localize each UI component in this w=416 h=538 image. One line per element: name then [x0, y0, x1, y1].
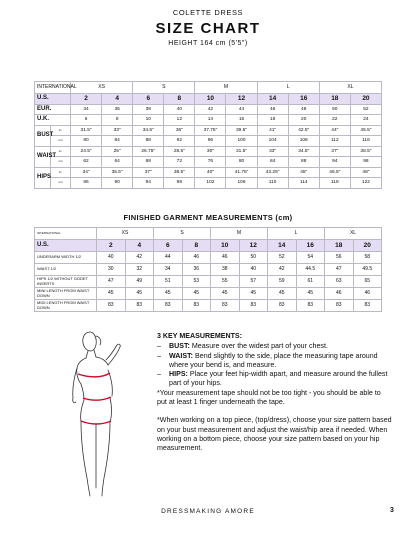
table-cell: 8 — [102, 115, 133, 126]
uk-size-row — [35, 115, 382, 126]
table-cell: 98 — [350, 157, 381, 168]
us-size-cell: 2 — [97, 240, 126, 252]
us-size-cell: 6 — [154, 240, 183, 252]
table-cell: 56 — [325, 252, 354, 264]
us-label: U.S. — [35, 94, 71, 105]
size-chart-table — [34, 81, 382, 189]
us-size-cell: 6 — [133, 94, 164, 105]
table-cell: 94 — [133, 178, 164, 189]
finished-measurements-table — [34, 227, 382, 312]
unit-label: cm — [51, 136, 71, 147]
table-cell: 44.5 — [296, 264, 325, 276]
us-size-cell: 10 — [195, 94, 226, 105]
table-cell: 45.5" — [350, 125, 381, 136]
waist-tape-line — [83, 397, 111, 400]
intl-size-cell: M — [211, 228, 268, 240]
table-cell: 98 — [164, 178, 195, 189]
measure-label: HIPS — [35, 167, 51, 188]
table-cell: 110 — [257, 178, 288, 189]
table-cell: 45 — [182, 288, 211, 300]
table-cell: 49 — [125, 276, 154, 288]
page-number: 3 — [390, 507, 394, 514]
unit-label: in. — [51, 167, 71, 178]
intl-size-cell: M — [195, 82, 257, 94]
table-cell: 30" — [195, 146, 226, 157]
intl-size-cell: XL — [319, 82, 381, 94]
measure-label: WAIST — [35, 146, 51, 167]
table-cell: 76 — [195, 157, 226, 168]
table-cell: 37.75" — [195, 125, 226, 136]
table-cell: 46.5" — [319, 167, 350, 178]
table-cell: 106 — [226, 178, 257, 189]
table-cell: 64 — [102, 157, 133, 168]
table-cell: 16 — [226, 115, 257, 126]
intl-size-cell: L — [257, 82, 319, 94]
us-size-cell: 4 — [102, 94, 133, 105]
height-line: HEIGHT 164 cm (5'5") — [168, 40, 248, 47]
intl-size-cell: S — [154, 228, 211, 240]
table-cell: 28.5" — [164, 146, 195, 157]
table-cell: 61 — [296, 276, 325, 288]
table-cell: 36" — [164, 125, 195, 136]
table-row — [35, 276, 382, 288]
table-cell: 40 — [239, 264, 268, 276]
table-cell: 12 — [164, 115, 195, 126]
table-cell: 46 — [325, 288, 354, 300]
table-cell: 46 — [211, 252, 240, 264]
table-cell: 62 — [71, 157, 102, 168]
table-row — [35, 288, 382, 300]
row-label: MIDI LENGTH FROM WAIST DOWN — [35, 300, 97, 312]
table-cell: 83 — [325, 300, 354, 312]
us-size-cell: 18 — [325, 240, 354, 252]
table-cell: 35.5" — [102, 167, 133, 178]
table-cell: 100 — [226, 136, 257, 147]
unit-label: cm — [51, 178, 71, 189]
table-cell: 30 — [97, 264, 126, 276]
table-cell: 122 — [350, 178, 381, 189]
uk-label: U.K. — [35, 115, 71, 126]
eur-label: EUR. — [35, 104, 71, 115]
table-cell: 43.25" — [257, 167, 288, 178]
unit-label: cm — [51, 157, 71, 168]
table-cell: 36 — [182, 264, 211, 276]
table-cell: 45 — [154, 288, 183, 300]
bullet-dash: – — [157, 342, 161, 351]
table-cell: 34.5" — [288, 146, 319, 157]
intl-size-cell: L — [268, 228, 325, 240]
bust-tape-line — [78, 373, 110, 377]
us-size-cell: 14 — [268, 240, 297, 252]
table-cell: 41.75" — [226, 167, 257, 178]
table-cell: 40" — [195, 167, 226, 178]
table-cell: 34 — [154, 264, 183, 276]
table-cell: 59 — [268, 276, 297, 288]
table-cell: 104 — [257, 136, 288, 147]
hips-instruction — [157, 370, 392, 389]
table-cell: 42.5" — [288, 125, 319, 136]
us-size-cell: 2 — [71, 94, 102, 105]
bullet-dash: – — [157, 351, 161, 360]
table-cell: 58 — [353, 252, 382, 264]
table-cell: 42 — [268, 264, 297, 276]
us-size-cell: 18 — [319, 94, 350, 105]
table-row — [35, 264, 382, 276]
us-size-cell: 4 — [125, 240, 154, 252]
table-cell: 44 — [154, 252, 183, 264]
us-size-cell: 12 — [239, 240, 268, 252]
table-cell: 45 — [125, 288, 154, 300]
table-cell: 83 — [154, 300, 183, 312]
table-cell: 83 — [182, 300, 211, 312]
us-size-cell: 20 — [353, 240, 382, 252]
table-cell: 18 — [257, 115, 288, 126]
table-cell: 108 — [288, 136, 319, 147]
table-cell: 83 — [211, 300, 240, 312]
table-cell: 34 — [71, 104, 102, 115]
table-cell: 33" — [257, 146, 288, 157]
table-cell: 68 — [133, 157, 164, 168]
table-cell: 10 — [133, 115, 164, 126]
table-cell: 45 — [239, 288, 268, 300]
table-cell: 46 — [353, 288, 382, 300]
table-cell: 114 — [288, 178, 319, 189]
table-cell: 90 — [102, 178, 133, 189]
bullet-dash: – — [157, 370, 161, 379]
waist-instruction — [157, 352, 392, 371]
table-cell: 6 — [71, 115, 102, 126]
table-cell: 36 — [102, 104, 133, 115]
table-cell: 31.5" — [71, 125, 102, 136]
table-cell: 94 — [319, 157, 350, 168]
body-outline — [73, 332, 121, 496]
brand-line: COLETTE DRESS — [172, 8, 244, 17]
bust-cm-row — [35, 136, 382, 147]
table-cell: 63 — [325, 276, 354, 288]
table-cell: 83 — [125, 300, 154, 312]
table-cell: 83 — [97, 300, 126, 312]
measuring-tape-lines — [78, 373, 111, 424]
us-size-cell: 14 — [257, 94, 288, 105]
table-cell: 38 — [211, 264, 240, 276]
table-cell: 37" — [319, 146, 350, 157]
table-cell: 39.5" — [226, 125, 257, 136]
body-measurement-illustration — [50, 328, 145, 498]
intl-size-cell: XS — [71, 82, 133, 94]
intl-size-cell: XL — [325, 228, 382, 240]
table-cell: 53 — [182, 276, 211, 288]
table-cell: 38.5" — [350, 146, 381, 157]
table-cell: 50 — [319, 104, 350, 115]
footer-brand: DRESSMAKING AMORE — [161, 508, 255, 515]
hips-cm-row — [35, 178, 382, 189]
intl-size-cell: XS — [97, 228, 154, 240]
row-label: UNDERARM WIDTH 1/2 — [35, 252, 97, 264]
table-row — [35, 300, 382, 312]
instruction-label: HIPS: — [169, 370, 188, 379]
table-cell: 88 — [133, 136, 164, 147]
table-cell: 50 — [239, 252, 268, 264]
hips-in-row — [35, 167, 382, 178]
unit-label: in. — [51, 125, 71, 136]
table-cell: 96 — [195, 136, 226, 147]
table-cell: 47 — [325, 264, 354, 276]
table-cell: 49.5 — [353, 264, 382, 276]
hips-tape-line — [81, 421, 111, 424]
table-cell: 46 — [257, 104, 288, 115]
international-label: INTERNATIONAL — [35, 82, 71, 94]
waist-in-row — [35, 146, 382, 157]
table-cell: 40 — [97, 252, 126, 264]
instruction-label: BUST: — [169, 342, 190, 351]
international-label: INTERNATIONAL — [35, 228, 97, 240]
table-cell: 38 — [133, 104, 164, 115]
table-cell: 22 — [319, 115, 350, 126]
table-cell: 41" — [257, 125, 288, 136]
measurement-notes — [157, 332, 392, 454]
key-measurements-title: 3 KEY MEASUREMENTS: — [157, 332, 243, 340]
table-cell: 55 — [211, 276, 240, 288]
table-cell: 24 — [350, 115, 381, 126]
instruction-label: WAIST: — [169, 351, 194, 360]
table-cell: 37" — [133, 167, 164, 178]
table-cell: 65 — [353, 276, 382, 288]
table-cell: 52 — [350, 104, 381, 115]
row-label: HIPS 1/2 WITHOUT GODET INSERTS — [35, 276, 97, 288]
table-cell: 84 — [102, 136, 133, 147]
table-cell: 83 — [268, 300, 297, 312]
row-label: WAIST 1/2 — [35, 264, 97, 276]
table-cell: 92 — [164, 136, 195, 147]
table-cell: 116 — [350, 136, 381, 147]
table-cell: 34" — [71, 167, 102, 178]
table-cell: 31.5" — [226, 146, 257, 157]
table-cell: 45 — [97, 288, 126, 300]
table-cell: 46 — [182, 252, 211, 264]
table-cell: 88 — [288, 157, 319, 168]
table-cell: 40 — [164, 104, 195, 115]
table-cell: 48 — [288, 104, 319, 115]
table-cell: 72 — [164, 157, 195, 168]
table-cell: 48" — [350, 167, 381, 178]
table-cell: 83 — [353, 300, 382, 312]
instruction-text: Place your feet hip-width apart, and measure around the fullest part of your hips. — [169, 370, 388, 388]
table-cell: 45 — [211, 288, 240, 300]
table-cell: 45 — [296, 288, 325, 300]
instruction-text: Bend slightly to the side, place the measuring tape around where your bend is, and measure. — [169, 351, 378, 369]
table-cell: 118 — [319, 178, 350, 189]
us-size-cell: 12 — [226, 94, 257, 105]
table-cell: 84 — [257, 157, 288, 168]
table-cell: 14 — [195, 115, 226, 126]
table-cell: 38.5" — [164, 167, 195, 178]
us-label: U.S. — [35, 240, 97, 252]
table-cell: 83 — [239, 300, 268, 312]
table-cell: 26.75" — [133, 146, 164, 157]
table-cell: 20 — [288, 115, 319, 126]
us-size-cell: 8 — [182, 240, 211, 252]
measure-label: BUST — [35, 125, 51, 146]
instruction-text: Measure over the widest part of your chest. — [189, 342, 328, 351]
table-cell: 42 — [195, 104, 226, 115]
tape-note: *Your measurement tape should not be too tight - you should be able to put at least 1 finger underneath the tape. — [157, 388, 381, 407]
us-size-cell: 16 — [296, 240, 325, 252]
finished-measurements-title: FINISHED GARMENT MEASUREMENTS (cm) — [123, 213, 293, 222]
international-size-row — [35, 228, 382, 240]
us-size-cell: 10 — [211, 240, 240, 252]
table-cell: 45" — [288, 167, 319, 178]
table-cell: 33" — [102, 125, 133, 136]
table-cell: 32 — [125, 264, 154, 276]
intl-size-cell: S — [133, 82, 195, 94]
table-cell: 80 — [71, 136, 102, 147]
us-size-row — [35, 240, 382, 252]
us-size-row — [35, 94, 382, 105]
page-title: SIZE CHART — [155, 20, 261, 37]
us-size-cell: 8 — [164, 94, 195, 105]
us-size-cell: 20 — [350, 94, 381, 105]
piece-note: *When working on a top piece, (top/dress), choose your size pattern based on your bust measurement and adjust the waist/hip area if needed. When working on a bottom piece, choose your size pattern based on your hip measurement. — [157, 416, 392, 453]
bust-in-row — [35, 125, 382, 136]
table-cell: 47 — [97, 276, 126, 288]
table-cell: 44 — [226, 104, 257, 115]
table-cell: 42 — [125, 252, 154, 264]
table-cell: 45 — [268, 288, 297, 300]
international-size-row — [35, 82, 382, 94]
waist-cm-row — [35, 157, 382, 168]
table-cell: 80 — [226, 157, 257, 168]
table-cell: 86 — [71, 178, 102, 189]
table-cell: 24.5" — [71, 146, 102, 157]
table-cell: 52 — [268, 252, 297, 264]
eur-size-row — [35, 104, 382, 115]
table-row — [35, 252, 382, 264]
table-cell: 25" — [102, 146, 133, 157]
table-cell: 102 — [195, 178, 226, 189]
unit-label: in. — [51, 146, 71, 157]
table-cell: 44" — [319, 125, 350, 136]
table-cell: 51 — [154, 276, 183, 288]
table-cell: 34.5" — [133, 125, 164, 136]
bust-instruction — [157, 342, 392, 351]
us-size-cell: 16 — [288, 94, 319, 105]
table-cell: 112 — [319, 136, 350, 147]
table-cell: 57 — [239, 276, 268, 288]
table-cell: 83 — [296, 300, 325, 312]
table-cell: 54 — [296, 252, 325, 264]
row-label: MINI LENGTH FROM WAIST DOWN — [35, 288, 97, 300]
